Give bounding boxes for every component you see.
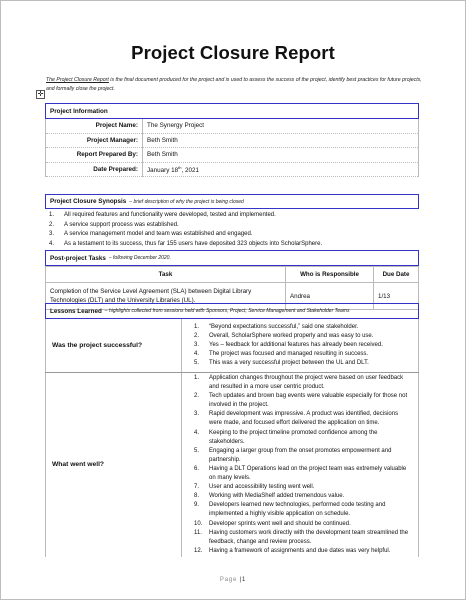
- lessons-table: [45, 319, 419, 557]
- table-move-handle-icon[interactable]: ✛: [37, 91, 44, 98]
- document-title: Project Closure Report: [131, 42, 335, 63]
- due-cell[interactable]: 1/13: [374, 283, 419, 310]
- table-row: [46, 373, 419, 557]
- list-item: 1. “Beyond expectations successful,” said one stakeholder.: [194, 323, 418, 332]
- synopsis-subtitle: – brief description of why the project is being closed: [129, 198, 244, 205]
- tasks-section: [45, 250, 419, 310]
- page-footer: [0, 577, 466, 583]
- date-prepared-value[interactable]: [143, 162, 419, 177]
- table-row: [46, 148, 419, 163]
- list-item: 6. Having a DLT Operations lead on the project team was extremely valuable on many levels.: [194, 465, 412, 483]
- list-item-text: This was a very successful project between the UL and DLT.: [209, 360, 369, 367]
- list-item-text: Working with MediaShelf added tremendous value.: [209, 493, 345, 500]
- section-header: [45, 103, 419, 119]
- page-separator: |: [239, 577, 242, 583]
- list-item: 3. Rapid development was impressive. A product was identified, decisions were made, and focused effort delivered the application on time.: [194, 410, 412, 428]
- list-item-text: Keeping to the project timeline promoted confidence among the stakeholders.: [209, 429, 378, 445]
- column-header-task: Task: [46, 267, 286, 283]
- went-well-answers: [182, 373, 419, 557]
- list-item: 5. Engaging a larger group from the onset promotes empowerment and partnership.: [194, 447, 412, 465]
- success-list: [194, 323, 418, 368]
- lessons-section: [45, 303, 419, 557]
- list-item: 1. Application changes throughout the project were based on user feedback and resulted in a more user centric product.: [194, 374, 412, 392]
- list-item: 3. A service management model and team was established and engaged.: [49, 230, 419, 240]
- list-item: 3. Yes – feedback for additional features has already been received.: [194, 341, 418, 350]
- list-item: 4. As a testament to its success, thus far 155 users have deposited 323 objects into ScholarSphere.: [49, 240, 419, 250]
- project-manager-label: Project Manager:: [46, 133, 143, 148]
- list-item-text: “Beyond expectations successful,” said one stakeholder.: [209, 323, 359, 330]
- project-information-section: [45, 103, 419, 177]
- page-label: Page: [219, 577, 238, 583]
- list-item: 5. This was a very successful project between the UL and DLT.: [194, 359, 418, 368]
- list-item-text: A service support process was established.: [64, 221, 179, 228]
- went-well-list: [194, 374, 412, 556]
- list-item-text: User and accessibility testing went well.: [209, 484, 315, 491]
- intro-paragraph: [46, 76, 424, 93]
- table-row: [46, 119, 419, 133]
- lessons-header: Lessons Learned: [50, 307, 102, 315]
- column-header-who: Who is Responsible: [286, 267, 374, 283]
- synopsis-section: [45, 194, 419, 249]
- list-item-text: Yes – feedback for additional features has already been received.: [209, 341, 383, 348]
- list-item-text: Application changes throughout the project were based on user feedback and resulted in a more user centric product.: [209, 375, 404, 391]
- table-header-row: [46, 267, 419, 283]
- date-suffix: th: [178, 164, 182, 170]
- went-well-question: What went well?: [46, 373, 182, 557]
- date-year: , 2021: [181, 166, 200, 174]
- section-header: [45, 250, 419, 266]
- prepared-by-label: Report Prepared By:: [46, 148, 143, 163]
- tasks-subtitle: – following December 2020.: [108, 255, 171, 261]
- project-manager-value[interactable]: Beth Smith: [143, 133, 419, 148]
- table-row: [46, 133, 419, 148]
- list-item: 12. Having a framework of assignments and due dates was very helpful.: [194, 547, 412, 556]
- list-item: 1. All required features and functionality were developed, tested and implemented.: [49, 211, 419, 221]
- list-item: 4. Keeping to the project timeline promoted confidence among the stakeholders.: [194, 429, 412, 447]
- lessons-subtitle: – highlights collected from sessions held with Sponsors, Project, Service Management and Stakeholder Teams: [104, 308, 350, 314]
- tasks-header: Post-project Tasks: [50, 254, 106, 262]
- list-item-text: As a testament to its success, thus far 155 users have deposited 323 objects into ScholarSphere.: [64, 240, 323, 247]
- list-item: 2. A service support process was established.: [49, 221, 419, 231]
- intro-emphasis: The Project Closure Report: [46, 77, 109, 83]
- list-item-text: Overall, ScholarSphere worked properly and was easy to use.: [209, 332, 374, 339]
- page-number: 1: [241, 577, 247, 583]
- date-prepared-label: Date Prepared:: [46, 162, 143, 177]
- intro-text: is the final document produced for the project and is used to assess the success of the project, identify best practices for future projects, and formally close the project.: [46, 77, 422, 92]
- success-answers: [182, 319, 419, 373]
- list-item: 2. Overall, ScholarSphere worked properly and was easy to use.: [194, 332, 418, 341]
- section-header: [45, 194, 419, 209]
- list-item-text: Having a framework of assignments and due dates was very helpful.: [209, 547, 391, 554]
- list-item-text: Rapid development was impressive. A product was identified, decisions were made, and focused effort delivered the application on time.: [209, 411, 399, 427]
- date-main: January 18: [147, 166, 179, 174]
- list-item: 10. Developer sprints went well and should be continued.: [194, 520, 412, 529]
- list-item: 9. Developers learned new technologies, performed code testing and implemented a highly visible application on schedule.: [194, 501, 412, 519]
- who-cell[interactable]: Andrea: [286, 283, 374, 310]
- list-item: 8. Working with MediaShelf added tremendous value.: [194, 492, 412, 501]
- list-item: 11. Having customers work directly with the development team streamlined the feedback, change and review process.: [194, 529, 412, 547]
- list-item: 4. The project was focused and managed resulting in success.: [194, 350, 418, 359]
- project-name-value[interactable]: The Synergy Project: [143, 119, 419, 133]
- prepared-by-value[interactable]: Beth Smith: [143, 148, 419, 163]
- column-header-due: Due Date: [374, 267, 419, 283]
- list-item-text: Developer sprints went well and should be continued.: [209, 520, 351, 527]
- project-name-label: Project Name:: [46, 119, 143, 133]
- list-item: 7. User and accessibility testing went well.: [194, 483, 412, 492]
- section-header: [45, 303, 419, 319]
- list-item-text: Engaging a larger group from the onset promotes empowerment and partnership.: [209, 447, 392, 463]
- list-item-text: Developers learned new technologies, performed code testing and implemented a highly visible application on schedule.: [209, 502, 386, 518]
- list-item-text: The project was focused and managed resulting in success.: [209, 351, 369, 358]
- list-item-text: A service management model and team was established and engaged.: [64, 231, 253, 238]
- synopsis-header: Project Closure Synopsis: [50, 198, 127, 205]
- success-question: Was the project successful?: [46, 319, 182, 373]
- table-row: [46, 162, 419, 177]
- list-item-text: Tech updates and brown bag events were valuable especially for those not involved in the project.: [209, 393, 408, 409]
- list-item-text: Having customers work directly with the development team streamlined the feedback, change and review process.: [209, 529, 409, 545]
- list-item-text: Having a DLT Operations lead on the project team was extremely valuable on many levels.: [209, 465, 407, 482]
- project-info-table: [45, 119, 419, 177]
- list-item: 2. Tech updates and brown bag events were valuable especially for those not involved in the project.: [194, 392, 412, 410]
- synopsis-list: [45, 209, 419, 249]
- task-cell[interactable]: Completion of the Service Level Agreement (SLA) between Digital Library Technologies (DLT) and the University Libraries (UL).: [46, 283, 286, 310]
- table-row: [46, 319, 419, 373]
- list-item-text: All required features and functionality were developed, tested and implemented.: [64, 212, 276, 218]
- project-information-header: Project Information: [50, 107, 108, 115]
